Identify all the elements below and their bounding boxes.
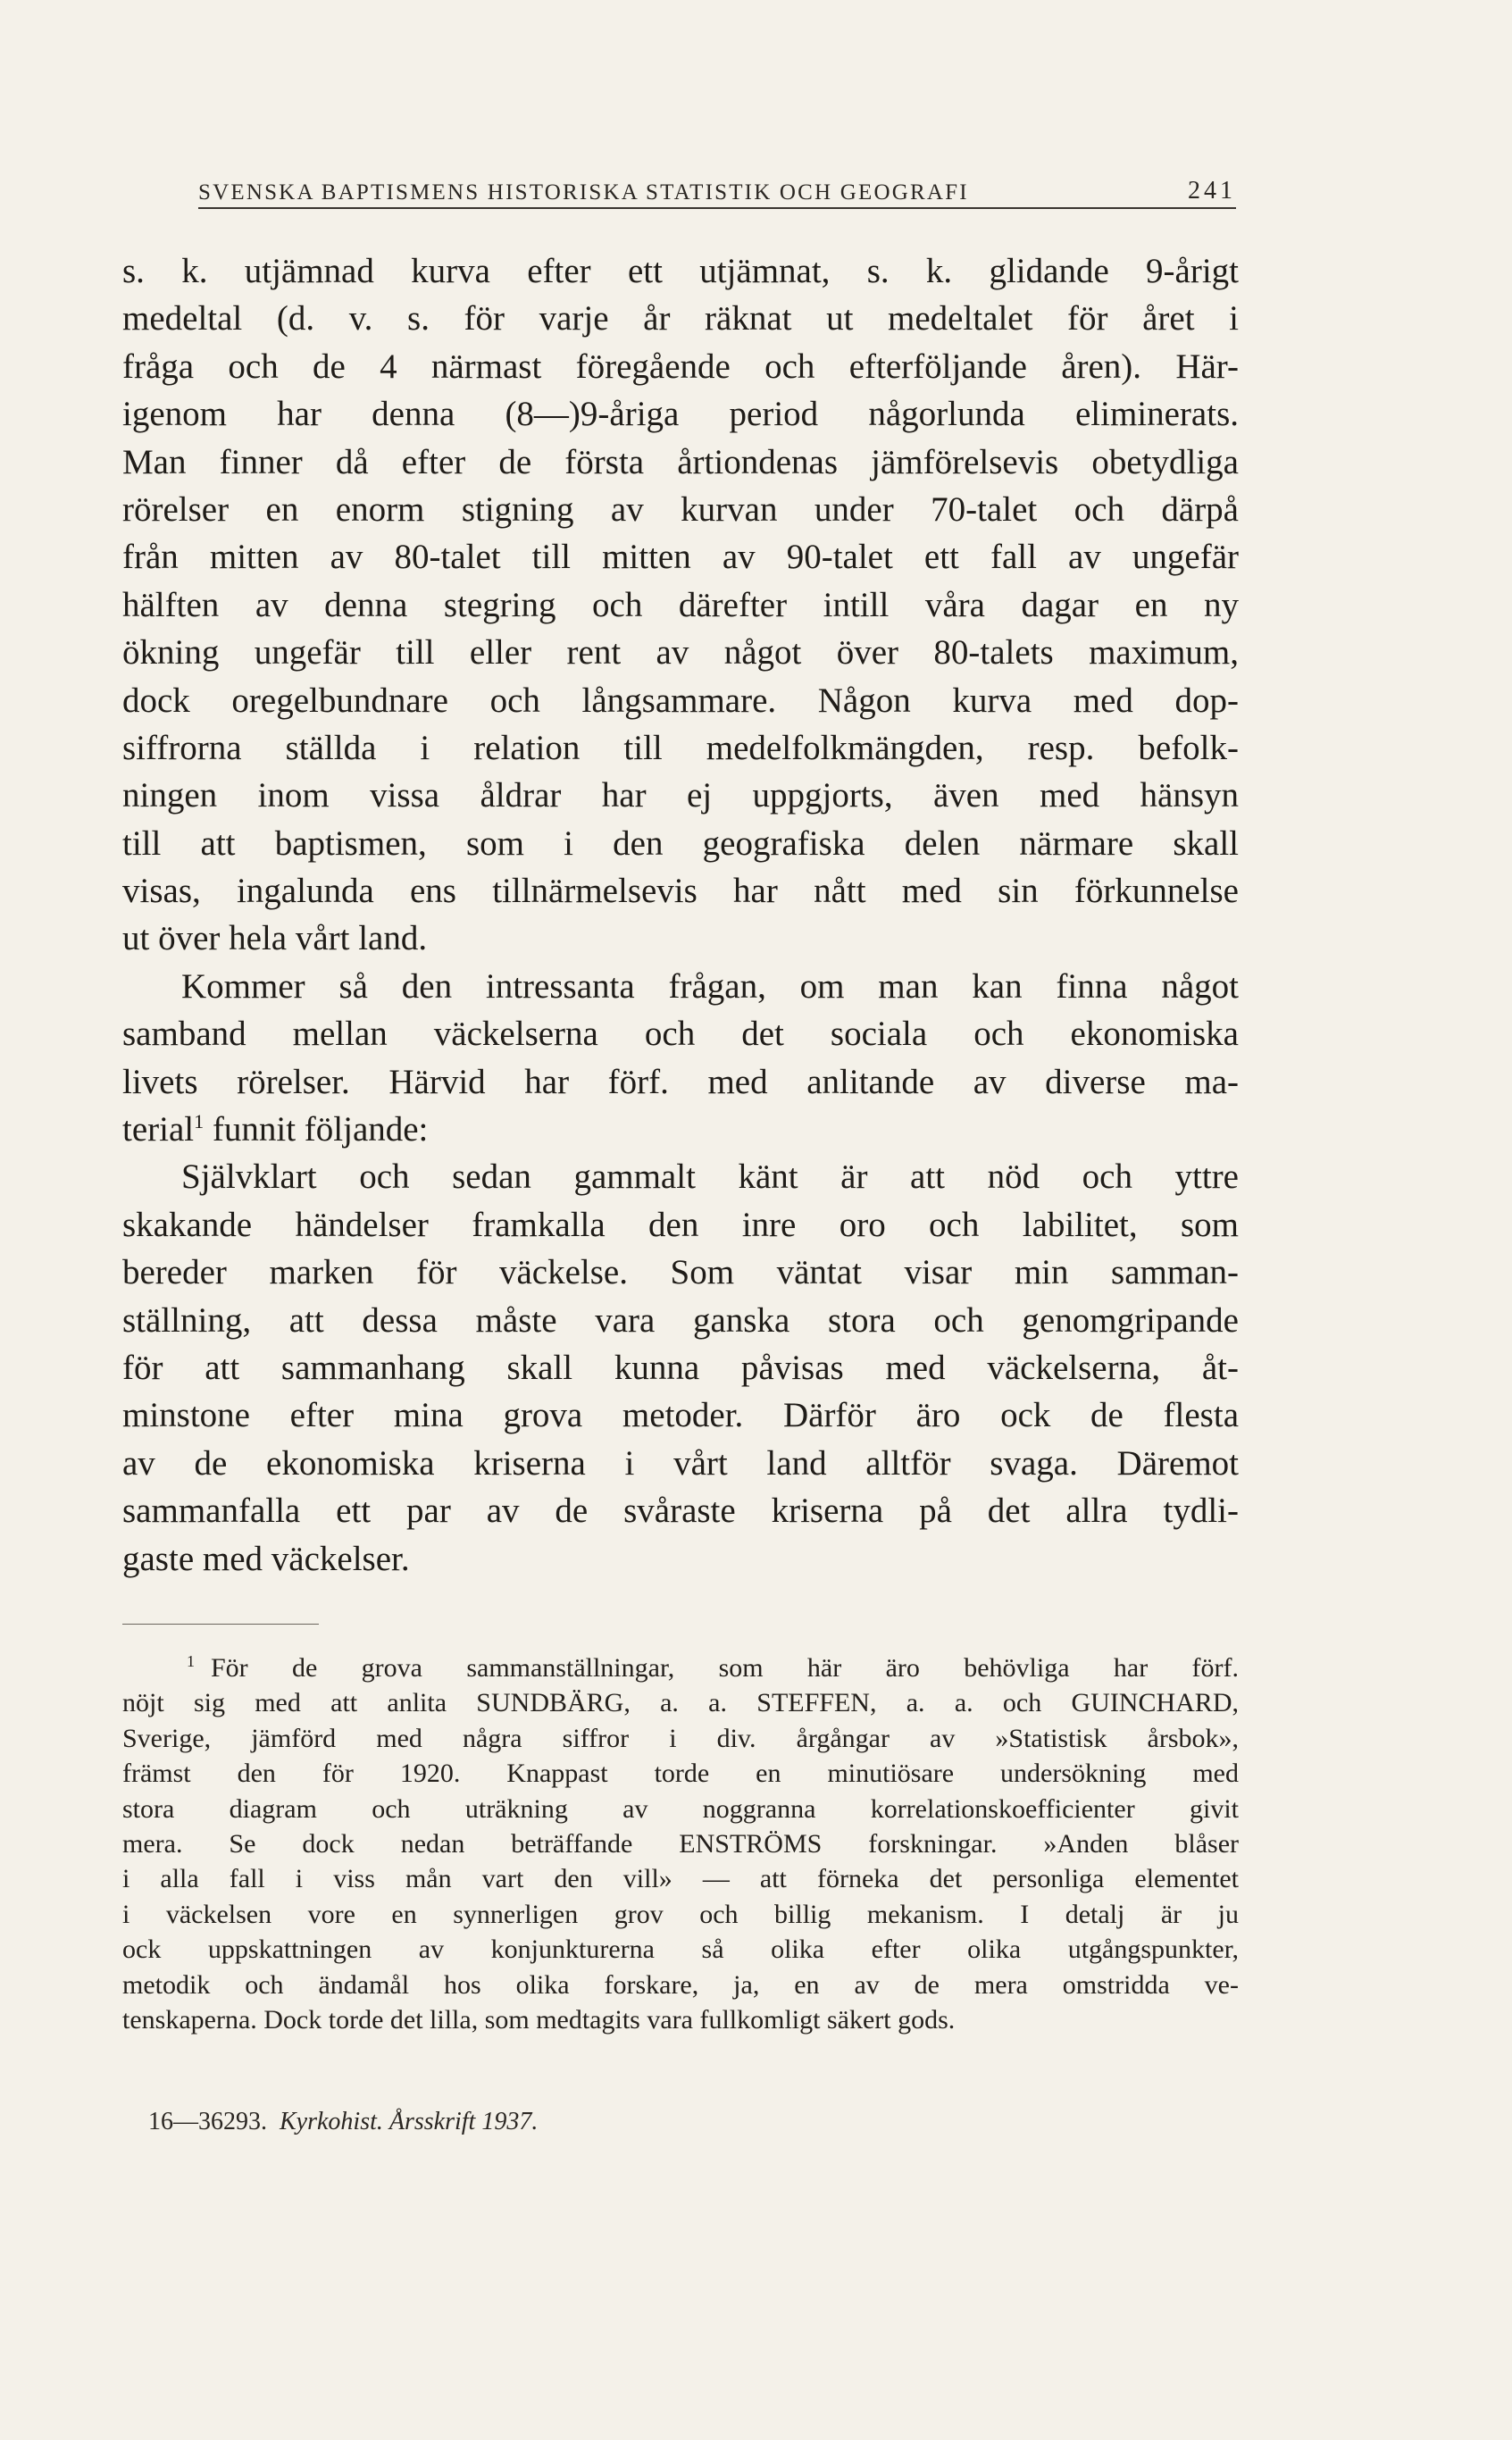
body-line: gaste med väckelser. xyxy=(122,1539,410,1578)
footnote-line: i alla fall i viss mån vart den vill» — att förneka det personliga elementet xyxy=(122,1864,1239,1894)
footnote-line: stora diagram och uträkning av noggranna korrelationskoefficienter givit xyxy=(122,1793,1239,1824)
footnote-reference[interactable]: 1 xyxy=(194,1110,205,1133)
page-number: 241 xyxy=(1188,177,1236,205)
body-line: medeltal (d. v. s. för varje år räknat ut medeltalet för året i xyxy=(122,299,1239,338)
footnote-line: i väckelsen vore en synnerligen grov och billig mekanism. I detalj är ju xyxy=(122,1899,1239,1929)
body-line: igenom har denna (8—)9-åriga period någorlunda eliminerats. xyxy=(122,395,1239,434)
footnote-line-text: För de grova sammanställningar, som här äro behövliga har förf. xyxy=(211,1653,1239,1683)
body-line: minstone efter mina grova metoder. Därför äro ock de flesta xyxy=(122,1396,1239,1435)
body-line: s. k. utjämnad kurva efter ett utjämnat, s. k. glidande 9-årigt xyxy=(122,252,1239,290)
footnotes xyxy=(122,1650,1239,2037)
body-line-with-footnote xyxy=(122,1106,1239,1153)
running-head xyxy=(198,159,1236,205)
footnote-mark: 1 xyxy=(187,1652,195,1670)
body-line: sammanfalla ett par av de svåraste kriserna på det allra tydli- xyxy=(122,1492,1239,1531)
footnote-separator xyxy=(122,1624,319,1625)
body-line: skakande händelser framkalla den inre oro och labilitet, som xyxy=(122,1205,1239,1244)
body-line: av de ekonomiska kriserna i vårt land alltför svaga. Däremot xyxy=(122,1443,1239,1483)
body-line: dock oregelbundnare och långsammare. Någon kurva med dop- xyxy=(122,681,1239,720)
footnote-line: främst den för 1920. Knappast torde en minutiösare undersökning med xyxy=(122,1759,1239,1789)
printer-signature xyxy=(148,2108,538,2136)
body-line: för att sammanhang skall kunna påvisas med väckelserna, åt- xyxy=(122,1348,1239,1387)
body-line-start: terial xyxy=(122,1110,195,1149)
body-line: ställning, att dessa måste vara ganska stora och genomgripande xyxy=(122,1300,1239,1340)
body-line: rörelser en enorm stigning av kurvan under 70-talet och därpå xyxy=(122,489,1239,529)
footnote-line: Sverige, jämförd med några siffror i div. årgångar av »Statistisk årsbok», xyxy=(122,1723,1239,1753)
footnote-line xyxy=(122,1650,1239,1685)
body-line: Man finner då efter de första årtiondenas jämförelsevis obetydliga xyxy=(122,442,1239,481)
footnote-line: metodik och ändamål hos olika forskare, ja, en av de mera omstridda ve- xyxy=(122,1969,1239,2000)
body-line: till att baptismen, som i den geografiska delen närmare skall xyxy=(122,823,1239,863)
body-line: Självklart och sedan gammalt känt är att nöd och yttre xyxy=(181,1157,1239,1197)
body-line-end: funnit följande: xyxy=(204,1110,429,1149)
header-rule xyxy=(198,207,1236,209)
body-line: bereder marken för väckelse. Som väntat visar min samman- xyxy=(122,1253,1239,1292)
signature-number: 16—36293. xyxy=(148,2108,267,2135)
body-text xyxy=(122,247,1239,1583)
footnote-line: nöjt sig med att anlita SUNDBÄRG, a. a. STEFFEN, a. a. och GUINCHARD, xyxy=(122,1688,1239,1718)
body-line: livets rörelser. Härvid har förf. med anlitande av diverse ma- xyxy=(122,1062,1239,1101)
running-head-title: SVENSKA BAPTISMENS HISTORISKA STATISTIK OCH GEOGRAFI xyxy=(198,180,969,205)
body-line: samband mellan väckelserna och det sociala och ekonomiska xyxy=(122,1015,1239,1054)
body-line: från mitten av 80-talet till mitten av 90-talet ett fall av ungefär xyxy=(122,538,1239,577)
body-line: ökning ungefär till eller rent av något över 80-talets maximum, xyxy=(122,633,1239,673)
body-line: ut över hela vårt land. xyxy=(122,919,428,958)
body-line: siffrorna ställda i relation till medelfolkmängden, resp. befolk- xyxy=(122,728,1239,767)
footnote-line: tenskaperna. Dock torde det lilla, som medtagits vara fullkomligt säkert gods. xyxy=(122,2004,956,2035)
body-line: visas, ingalunda ens tillnärmelsevis har nått med sin förkunnelse xyxy=(122,872,1239,911)
body-line: fråga och de 4 närmast föregående och efterföljande åren). Här- xyxy=(122,347,1239,386)
footnote-line: ock uppskattningen av konjunkturerna så olika efter olika utgångspunkter, xyxy=(122,1934,1239,1965)
body-line: ningen inom vissa åldrar har ej uppgjorts, även med hänsyn xyxy=(122,776,1239,815)
signature-journal: Kyrkohist. Årsskrift 1937. xyxy=(280,2108,539,2135)
body-line: hälften av denna stegring och därefter intill våra dagar en ny xyxy=(122,585,1239,624)
body-line: Kommer så den intressanta frågan, om man kan finna något xyxy=(181,966,1239,1006)
footnote-line: mera. Se dock nedan beträffande ENSTRÖMS forskningar. »Anden blåser xyxy=(122,1828,1239,1859)
